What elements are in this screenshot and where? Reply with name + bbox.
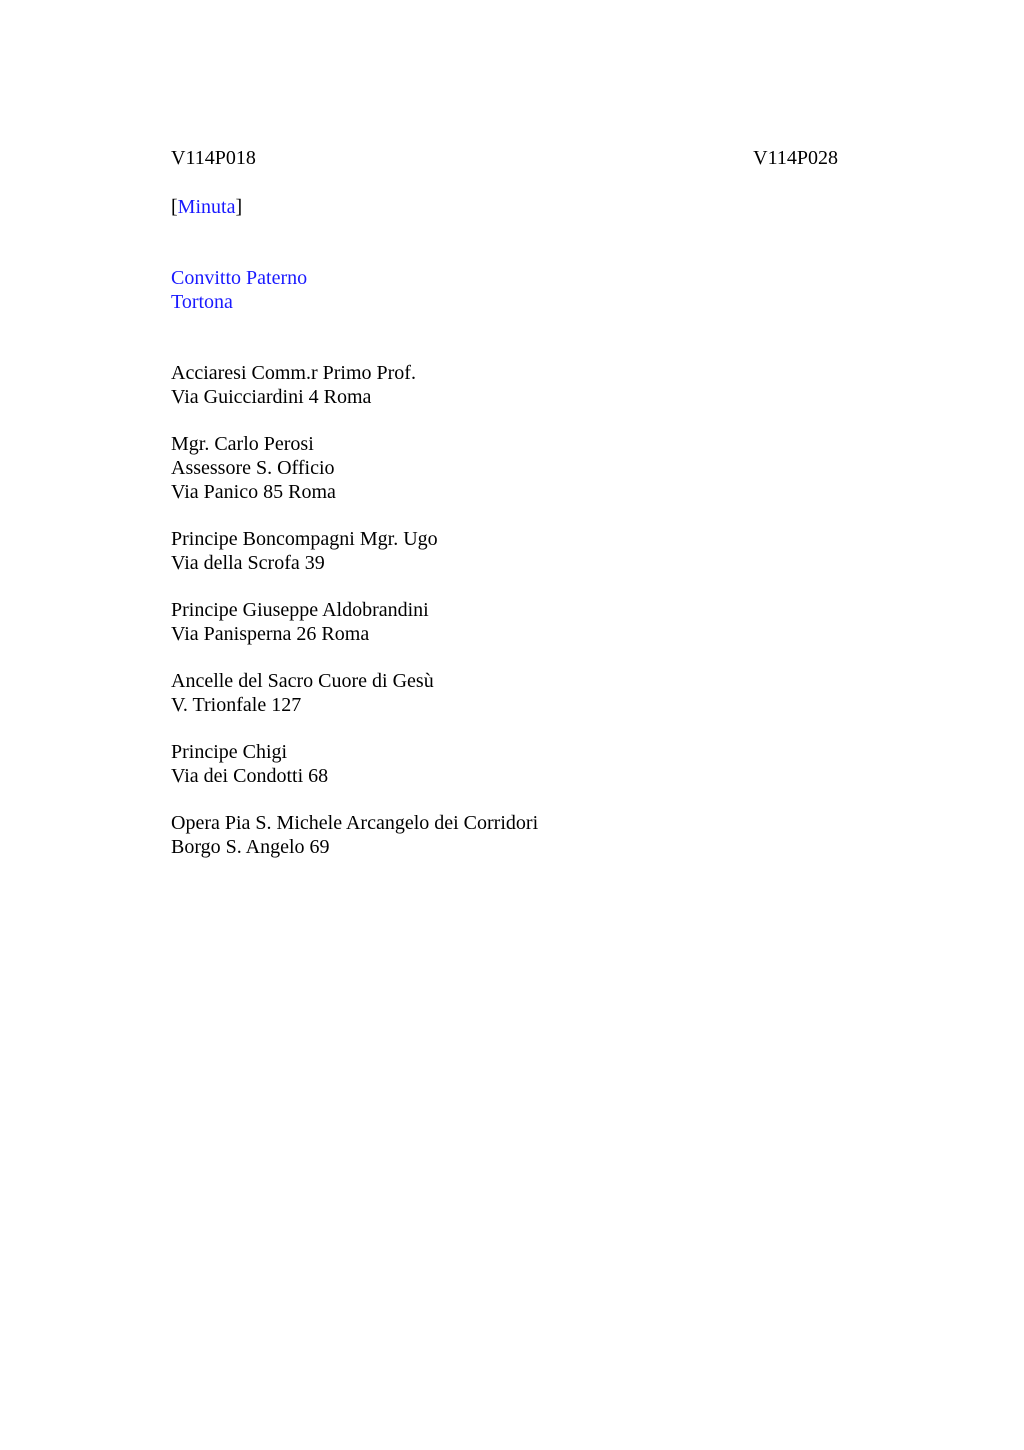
recipient-line: Via Panico 85 Roma [171, 481, 336, 503]
recipient-line: Via dei Condotti 68 [171, 765, 329, 787]
recipient-line: Via Guicciardini 4 Roma [171, 386, 372, 408]
sender-block [171, 266, 307, 314]
recipient-entry [171, 361, 538, 409]
document-reference-left: V114P018 [171, 147, 256, 169]
bracket-close: ] [235, 196, 243, 218]
recipient-line: Borgo S. Angelo 69 [171, 836, 330, 858]
minuta-link[interactable]: Minuta [177, 196, 236, 218]
recipient-line: Via Panisperna 26 Roma [171, 623, 370, 645]
recipient-list [171, 361, 538, 882]
recipient-line: Acciaresi Comm.r Primo Prof. [171, 362, 416, 384]
draft-label [171, 195, 242, 219]
recipient-line: Principe Boncompagni Mgr. Ugo [171, 528, 438, 550]
sender-name[interactable]: Convitto Paterno [171, 267, 308, 289]
recipient-line: Via della Scrofa 39 [171, 552, 325, 574]
sender-city[interactable]: Tortona [171, 291, 233, 313]
recipient-line: Principe Giuseppe Aldobrandini [171, 599, 429, 621]
recipient-entry [171, 598, 538, 646]
recipient-entry [171, 740, 538, 788]
recipient-entry [171, 669, 538, 717]
recipient-line: Mgr. Carlo Perosi [171, 433, 314, 455]
recipient-line: Principe Chigi [171, 741, 288, 763]
bracket-open: [ [171, 196, 178, 218]
recipient-line: Assessore S. Officio [171, 457, 335, 479]
recipient-line: Opera Pia S. Michele Arcangelo dei Corridori [171, 812, 539, 834]
recipient-entry [171, 811, 538, 859]
recipient-line: Ancelle del Sacro Cuore di Gesù [171, 670, 434, 692]
recipient-entry [171, 432, 538, 504]
document-reference-right: V114P028 [753, 147, 838, 169]
recipient-entry [171, 527, 538, 575]
recipient-line: V. Trionfale 127 [171, 694, 302, 716]
